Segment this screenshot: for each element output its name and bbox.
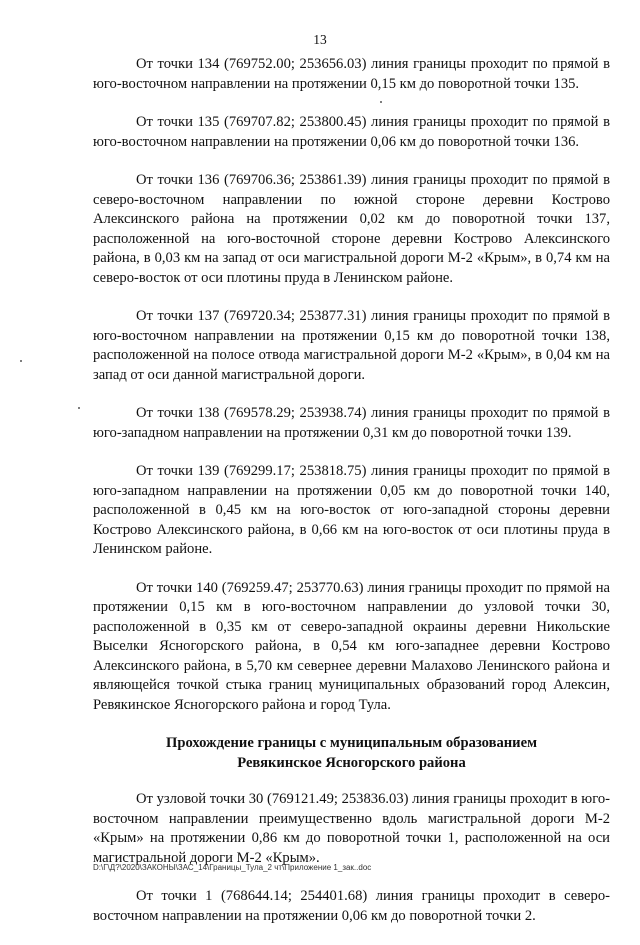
- scan-speck: [380, 101, 382, 103]
- section-heading: [93, 734, 610, 773]
- paragraph-point-138: От точки 138 (769578.29; 253938.74) линия границы проходит по прямой в юго-западном направлении на протяжении 0,31 км до поворотной точки 139.: [93, 405, 610, 441]
- paragraph-point-139: От точки 139 (769299.17; 253818.75) линия границы проходит по прямой в юго-западном направлении на протяжении 0,05 км до поворотной точки 140, расположенной в 0,45 км на юго-восток от юго-западной стороны деревни Кострово Алексинского района, в 0,66 км на юго-восток от оси плотины пруда в Ленинском районе.: [93, 463, 610, 557]
- paragraph-point-135: От точки 135 (769707.82; 253800.45) линия границы проходит по прямой в юго-восточном направлении на протяжении 0,06 км до поворотной точки 136.: [93, 114, 610, 150]
- section-heading-line-2: Ревякинское Ясногорского района: [237, 754, 466, 771]
- paragraph-point-1: От точки 1 (768644.14; 254401.68) линия границы проходит в северо-восточном направлении на протяжении 0,06 км до поворотной точки 2.: [93, 888, 610, 924]
- paragraph-point-137: От точки 137 (769720.34; 253877.31) линия границы проходит по прямой в юго-восточном направлении на протяжении 0,15 км до поворотной точки 138, расположенной на полосе отвода магистральной дороги М-2 «Крым», в 0,04 км на запад от оси данной магистральной дороги.: [93, 308, 610, 383]
- paragraph-point-140: От точки 140 (769259.47; 253770.63) линия границы проходит по прямой на протяжении 0,15 км в юго-восточном направлении до узловой точки 30, расположенной в 0,35 км от северо-западной окраины деревни Никольские Выселки Ясногорского района, в 0,54 км юго-западнее деревни Кострово Алексинского района, в 5,70 км севернее деревни Малахово Ленинского района и являющейся точкой стыка границ муниципальных образований город Алексин, Ревякинское Ясногорского района и город Тула.: [93, 579, 610, 713]
- file-path-footer: D:\Г\Д?\2020\ЗАКОНЫ\ЗАС_14\Границы_Тула_2 чт\Приложение 1_зак..doc: [93, 863, 372, 872]
- paragraph-point-136: От точки 136 (769706.36; 253861.39) линия границы проходит по прямой в северо-восточном направлении по южной стороне деревни Кострово Алексинского района на протяжении 0,02 км до поворотной точки 137, расположенной на юго-восточной стороне деревни Кострово Алексинского района, в 0,03 км на запад от оси магистральной дороги М-2 «Крым», в 0,74 км на северо-восток от оси плотины пруда в Ленинском районе.: [93, 172, 610, 286]
- page-number: 13: [313, 32, 327, 47]
- scan-speck: [20, 360, 22, 362]
- document-body: [93, 55, 610, 945]
- paragraph-point-134: От точки 134 (769752.00; 253656.03) линия границы проходит по прямой в юго-восточном направлении на протяжении 0,15 км до поворотной точки 135.: [93, 56, 610, 92]
- scan-speck: [78, 407, 80, 409]
- paragraph-node-30: От узловой точки 30 (769121.49; 253836.03) линия границы проходит в юго-восточном направлении преимущественно вдоль магистральной дороги М-2 «Крым» на протяжении 0,86 км до поворотной точки 1, расположенной на оси магистральной дороги М-2 «Крым».: [93, 791, 610, 866]
- section-heading-line-1: Прохождение границы с муниципальным образованием: [165, 735, 538, 751]
